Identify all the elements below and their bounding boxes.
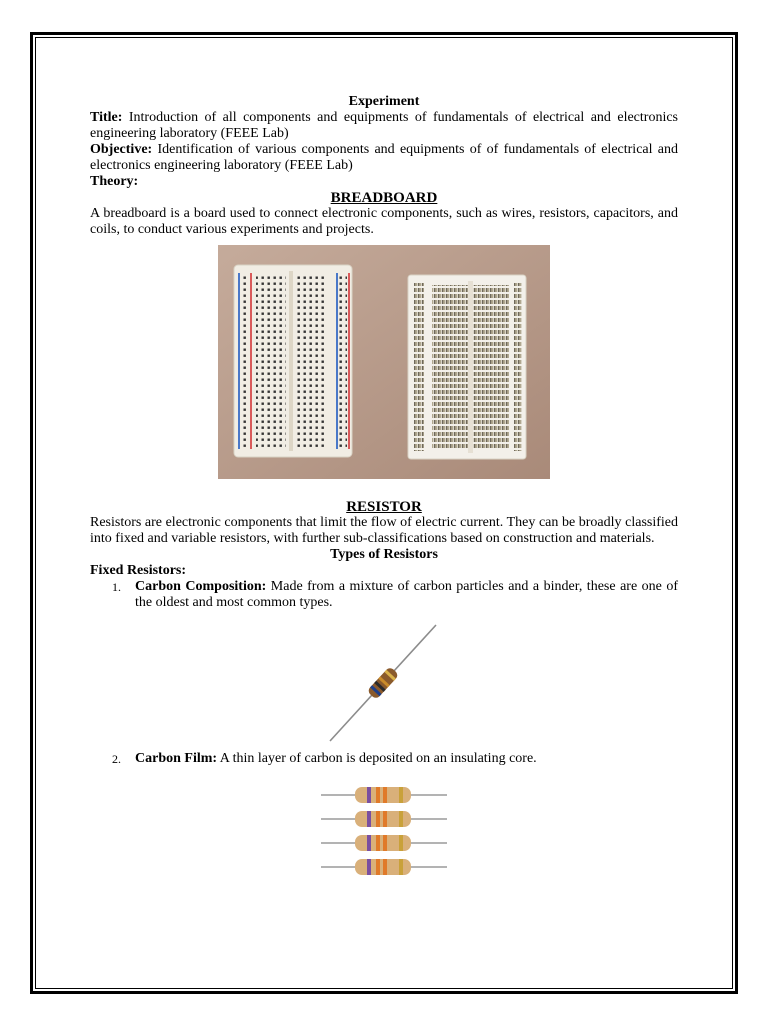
item-name: Carbon Composition:: [135, 579, 267, 594]
fixed-resistor-list-continued: [90, 751, 678, 767]
breadboard-heading: BREADBOARD: [330, 190, 438, 206]
objective-paragraph: [90, 142, 678, 174]
list-number: 1.: [112, 580, 121, 594]
title-label: Title:: [90, 110, 123, 125]
carbon-film-resistors-image: [319, 781, 449, 891]
objective-text: Identification of various components and equipments of of fundamentals of electrical and electronics engineering laboratory (FEEE Lab): [90, 142, 678, 173]
list-number: 2.: [112, 752, 121, 766]
fixed-resistors-heading: Fixed Resistors:: [90, 563, 187, 578]
item-text: Made from a mixture of carbon particles and a binder, these are one of the oldest and most common types.: [135, 579, 679, 610]
resistor-2: [321, 811, 447, 827]
item-name: Carbon Film:: [135, 751, 218, 766]
objective-label: Objective:: [90, 142, 153, 157]
breadboard-front: [234, 265, 352, 457]
resistor-3: [321, 835, 447, 851]
breadboard-description: A breadboard is a board used to connect electronic components, such as wires, resistors, capacitors, and coils, to conduct various experiments and projects.: [90, 206, 678, 237]
types-heading: Types of Resistors: [330, 547, 438, 562]
title-text: Introduction of all components and equipments of fundamentals of electrical and electronics engineering laboratory (FEEE Lab): [90, 110, 678, 141]
title-paragraph: [90, 110, 678, 142]
resistor-4: [321, 859, 447, 875]
theory-label: Theory:: [90, 174, 139, 189]
section-title: Experiment: [348, 94, 420, 109]
fixed-resistor-list: [90, 579, 678, 611]
resistor-description: Resistors are electronic components that limit the flow of electric current. They can be broadly classified into fixed and variable resistors, with further sub-classifications based on construction and materials.: [90, 515, 678, 546]
resistor-heading: RESISTOR: [346, 499, 422, 515]
list-item: [90, 751, 678, 767]
breadboard-back: [408, 275, 526, 459]
carbon-composition-resistor-image: [314, 623, 454, 743]
resistor-1: [321, 787, 447, 803]
document-content: [90, 94, 678, 891]
list-item: [90, 579, 678, 611]
item-text: A thin layer of carbon is deposited on an insulating core.: [219, 751, 537, 766]
breadboard-image: [218, 245, 550, 479]
